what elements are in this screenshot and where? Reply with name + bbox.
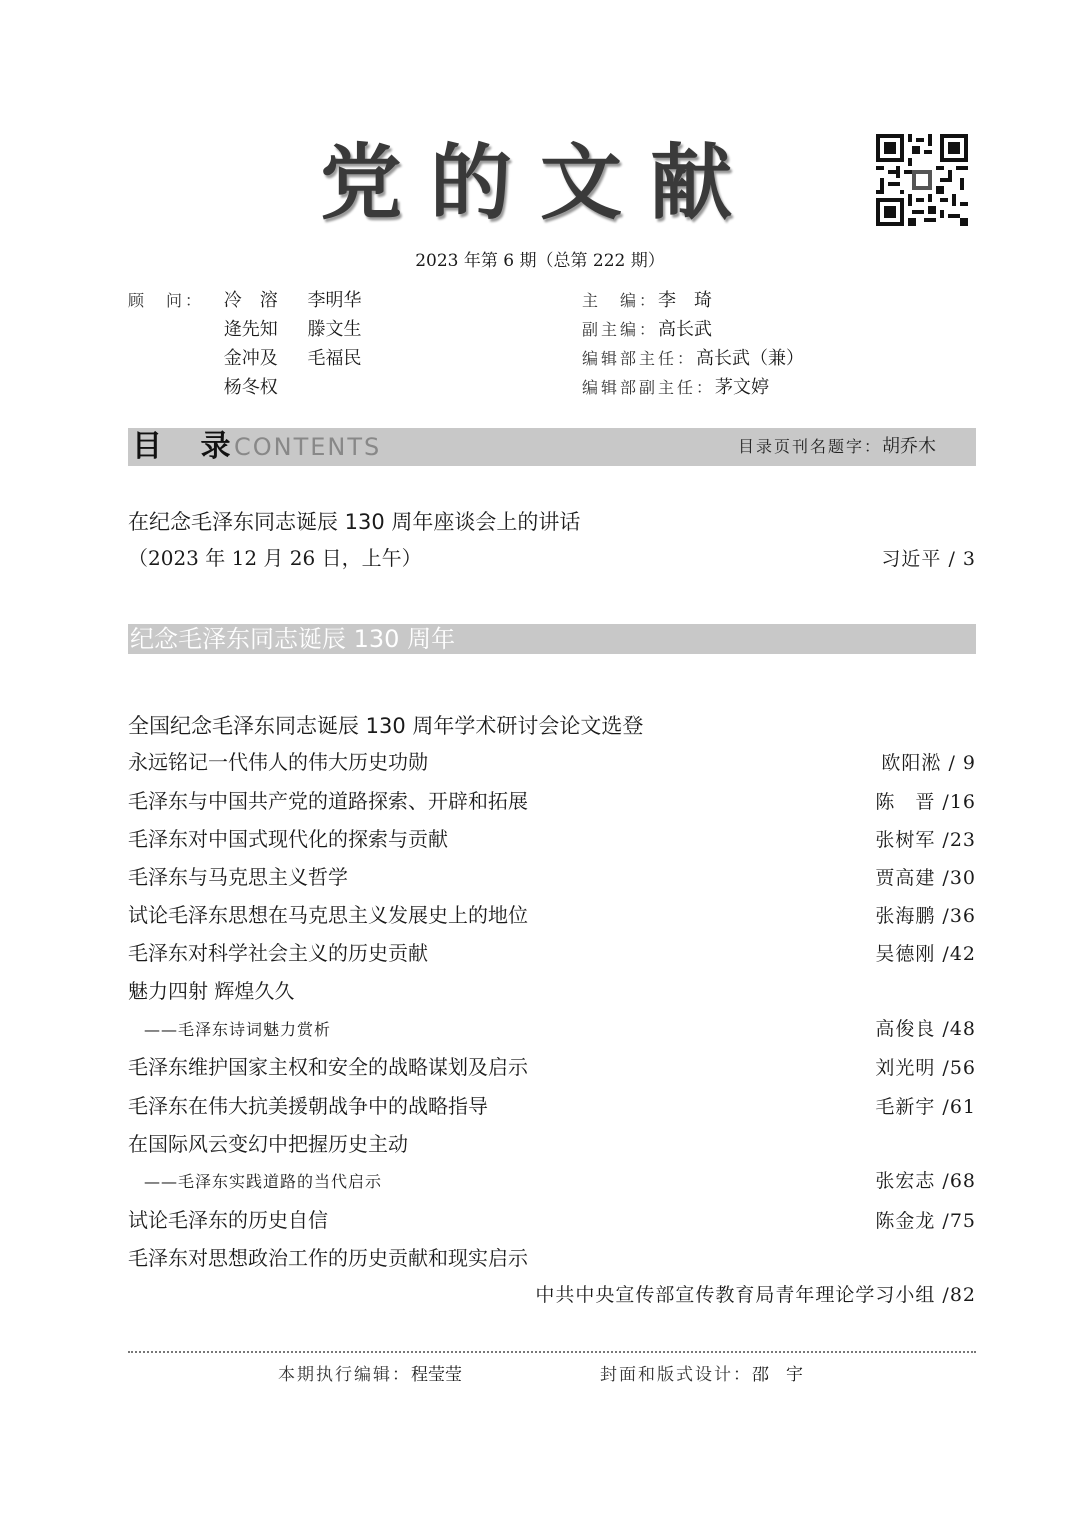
advisors-block: [128, 286, 385, 402]
calligraphy-label: 目录页刊名题字：: [737, 437, 882, 456]
dept-deputy-name: 茅文婷: [715, 377, 770, 398]
dept-director-name: 高长武（兼）: [696, 348, 805, 369]
toc-entry[interactable]: [128, 1051, 976, 1080]
section-heading-text: 全国纪念毛泽东同志诞辰 130 周年学术研讨会论文选登: [128, 714, 644, 738]
exec-editor-label: 本期执行编辑：: [278, 1365, 411, 1385]
toc-entry[interactable]: [128, 899, 976, 928]
toc-entry[interactable]: [128, 937, 976, 966]
advisor-name: 杨冬权: [223, 377, 278, 398]
contents-bar: [128, 428, 976, 466]
toc-entry-author-page: 欧阳淞 / 9: [881, 752, 976, 774]
designer-name: 邵 宇: [752, 1365, 803, 1385]
qr-code-icon[interactable]: [876, 134, 968, 226]
advisor-name: 李明华: [307, 290, 362, 311]
deputy-editor-label: 副主编：: [582, 320, 659, 339]
toc-entry[interactable]: [128, 785, 976, 814]
calligraphy-name: 胡乔木: [882, 436, 936, 457]
toc-entry[interactable]: [128, 1090, 976, 1119]
journal-title: 党的文献: [319, 135, 760, 231]
toc-entry[interactable]: [128, 1128, 976, 1157]
lead-article-subtitle: （2023 年 12 月 26 日，上午）: [128, 546, 422, 570]
toc-entry-author-page: 贾高建 /30: [875, 867, 976, 889]
toc-entry-author-page: 刘光明 /56: [875, 1057, 976, 1079]
toc-entry-author-page: 高俊良 /48: [875, 1018, 976, 1040]
advisor-name: 逄先知: [223, 319, 278, 340]
toc-entry-subtitle[interactable]: [128, 1166, 976, 1193]
issue-number: 2023 年第 6 期（总第 222 期）: [415, 251, 665, 271]
toc-entry-author-page: 吴德刚 /42: [875, 943, 976, 965]
editor-name: 李 琦: [658, 290, 713, 311]
toc-entry-title: 毛泽东维护国家主权和安全的战略谋划及启示: [128, 1055, 528, 1079]
toc-entry[interactable]: [128, 1204, 976, 1233]
advisor-name: 毛福民: [307, 348, 362, 369]
designer-credit: [600, 1360, 803, 1385]
toc-entry[interactable]: [128, 861, 976, 890]
lead-article-title-text: 在纪念毛泽东同志诞辰 130 周年座谈会上的讲话: [128, 510, 581, 534]
toc-entry-title: 毛泽东对思想政治工作的历史贡献和现实启示: [128, 1246, 528, 1270]
advisor-name: 滕文生: [307, 319, 362, 340]
footer-divider: [128, 1351, 976, 1353]
toc-entry-title: 在国际风云变幻中把握历史主动: [128, 1132, 408, 1156]
exec-editor-name: 程莹莹: [411, 1365, 462, 1385]
toc-entry-title: 毛泽东与马克思主义哲学: [128, 865, 348, 889]
advisors-label: 顾 问：: [128, 291, 205, 310]
toc-entry[interactable]: [128, 1280, 976, 1307]
toc-entry-author-page: 张海鹏 /36: [875, 905, 976, 927]
toc-entry-author-page: 张树军 /23: [875, 829, 976, 851]
toc-entry-author-page: 陈 晋 /16: [875, 791, 976, 813]
lead-article-meta[interactable]: [128, 542, 976, 571]
lead-article-author-page: 习近平 / 3: [881, 548, 976, 570]
toc-entry-title: 毛泽东对科学社会主义的历史贡献: [128, 941, 428, 965]
toc-entry-author-page: 中共中央宣传部宣传教育局青年理论学习小组 /82: [535, 1284, 976, 1306]
advisor-name: 冷 溶: [223, 290, 278, 311]
toc-entry-author-page: 张宏志 /68: [875, 1170, 976, 1192]
calligraphy-credit: [738, 428, 936, 466]
toc-entry-title: 试论毛泽东思想在马克思主义发展史上的地位: [128, 903, 528, 927]
toc-entry-title: ——毛泽东诗词魅力赏析: [144, 1020, 332, 1039]
toc-entry-author-page: 毛新宇 /61: [875, 1096, 976, 1118]
section-bar: 纪念毛泽东同志诞辰 130 周年: [128, 624, 976, 654]
exec-editor-credit: [278, 1360, 462, 1385]
toc-entry-title: 毛泽东对中国式现代化的探索与贡献: [128, 827, 448, 851]
designer-label: 封面和版式设计：: [600, 1365, 752, 1385]
editor-label: 主 编：: [582, 291, 659, 310]
dept-director-label: 编辑部主任：: [582, 349, 697, 368]
deputy-editor-name: 高长武: [658, 319, 713, 340]
toc-entry-title: ——毛泽东实践道路的当代启示: [144, 1172, 383, 1191]
toc-entry[interactable]: [128, 823, 976, 852]
toc-entry-title: 永远铭记一代伟人的伟大历史功勋: [128, 750, 428, 774]
toc-entry-title: 毛泽东在伟大抗美援朝战争中的战略指导: [128, 1094, 488, 1118]
toc-entry-title: 毛泽东与中国共产党的道路探索、开辟和拓展: [128, 789, 528, 813]
lead-article-title[interactable]: [128, 506, 976, 536]
toc-entry[interactable]: [128, 975, 976, 1004]
editors-block: [582, 286, 804, 402]
contents-zh: 目 录: [132, 429, 245, 464]
advisor-name: 金冲及: [223, 348, 278, 369]
toc-entry-title: 魅力四射 辉煌久久: [128, 979, 295, 1003]
toc-entry[interactable]: [128, 746, 976, 775]
toc-entry[interactable]: [128, 1242, 976, 1271]
toc-entry-subtitle[interactable]: [128, 1014, 976, 1041]
toc-entry-author-page: 陈金龙 /75: [875, 1210, 976, 1232]
dept-deputy-label: 编辑部副主任：: [582, 378, 716, 397]
contents-en: CONTENTS: [234, 433, 382, 461]
toc-entry-title: 试论毛泽东的历史自信: [128, 1208, 328, 1232]
section-heading: [128, 710, 976, 740]
